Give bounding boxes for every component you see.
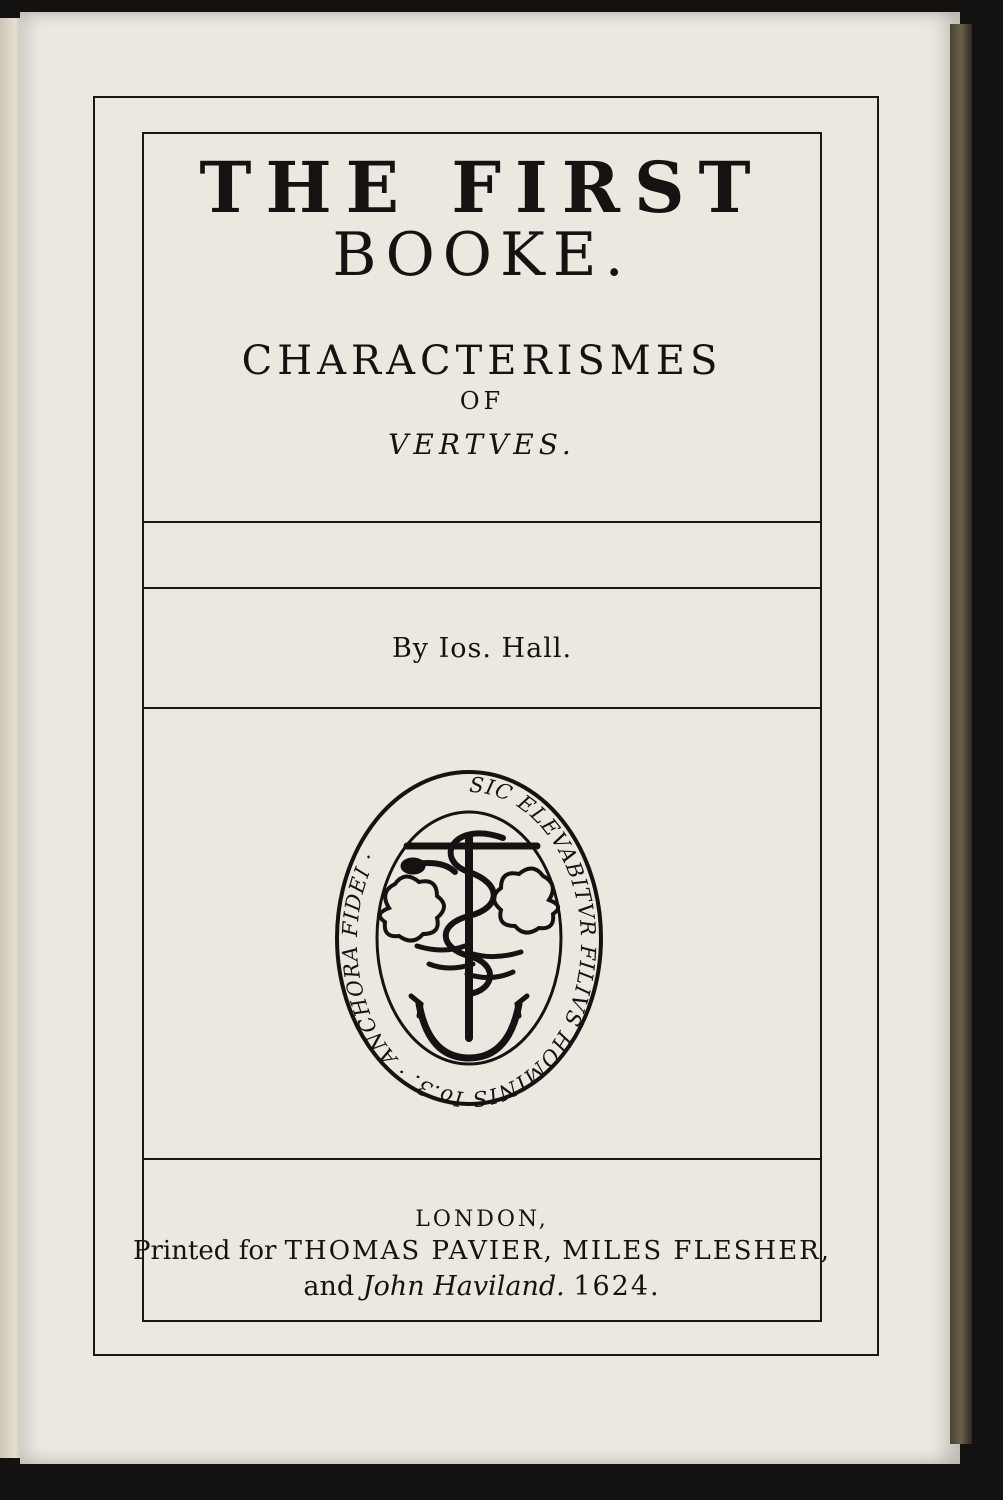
imprint-conjunction: and <box>303 1271 355 1302</box>
divider-rule <box>142 707 822 709</box>
imprint-printers <box>132 1234 832 1268</box>
imprint-year-line <box>142 1270 822 1304</box>
imprint-prefix: Printed for <box>132 1236 277 1266</box>
title-line-1: THE FIRST <box>199 146 765 229</box>
printer-name: MILES FLESHER, <box>562 1236 832 1266</box>
title-line-4: OF <box>459 387 505 415</box>
publication-year: 1624. <box>573 1271 661 1302</box>
page-block-edge <box>950 24 972 1444</box>
seal-motto: SIC ELEVABITVR FILIVS HOMINIS Io.3. · ANCHORA FIDEI · <box>337 772 601 1108</box>
inner-border <box>142 132 822 1322</box>
printer-name: John Haviland. <box>362 1271 565 1302</box>
title-line-5: VERTVES. <box>388 428 576 461</box>
author-byline: By Ios. Hall. <box>391 633 573 664</box>
divider-rule <box>142 521 822 523</box>
divider-rule <box>142 1158 822 1160</box>
title-line-2: BOOKE. <box>332 220 632 290</box>
anchor-seal-icon <box>333 768 605 1108</box>
title-line-3: CHARACTERISMES <box>241 338 723 384</box>
divider-rule <box>142 587 822 589</box>
printer-name: THOMAS PAVIER, <box>284 1236 554 1266</box>
imprint-place: LONDON, <box>415 1207 549 1232</box>
